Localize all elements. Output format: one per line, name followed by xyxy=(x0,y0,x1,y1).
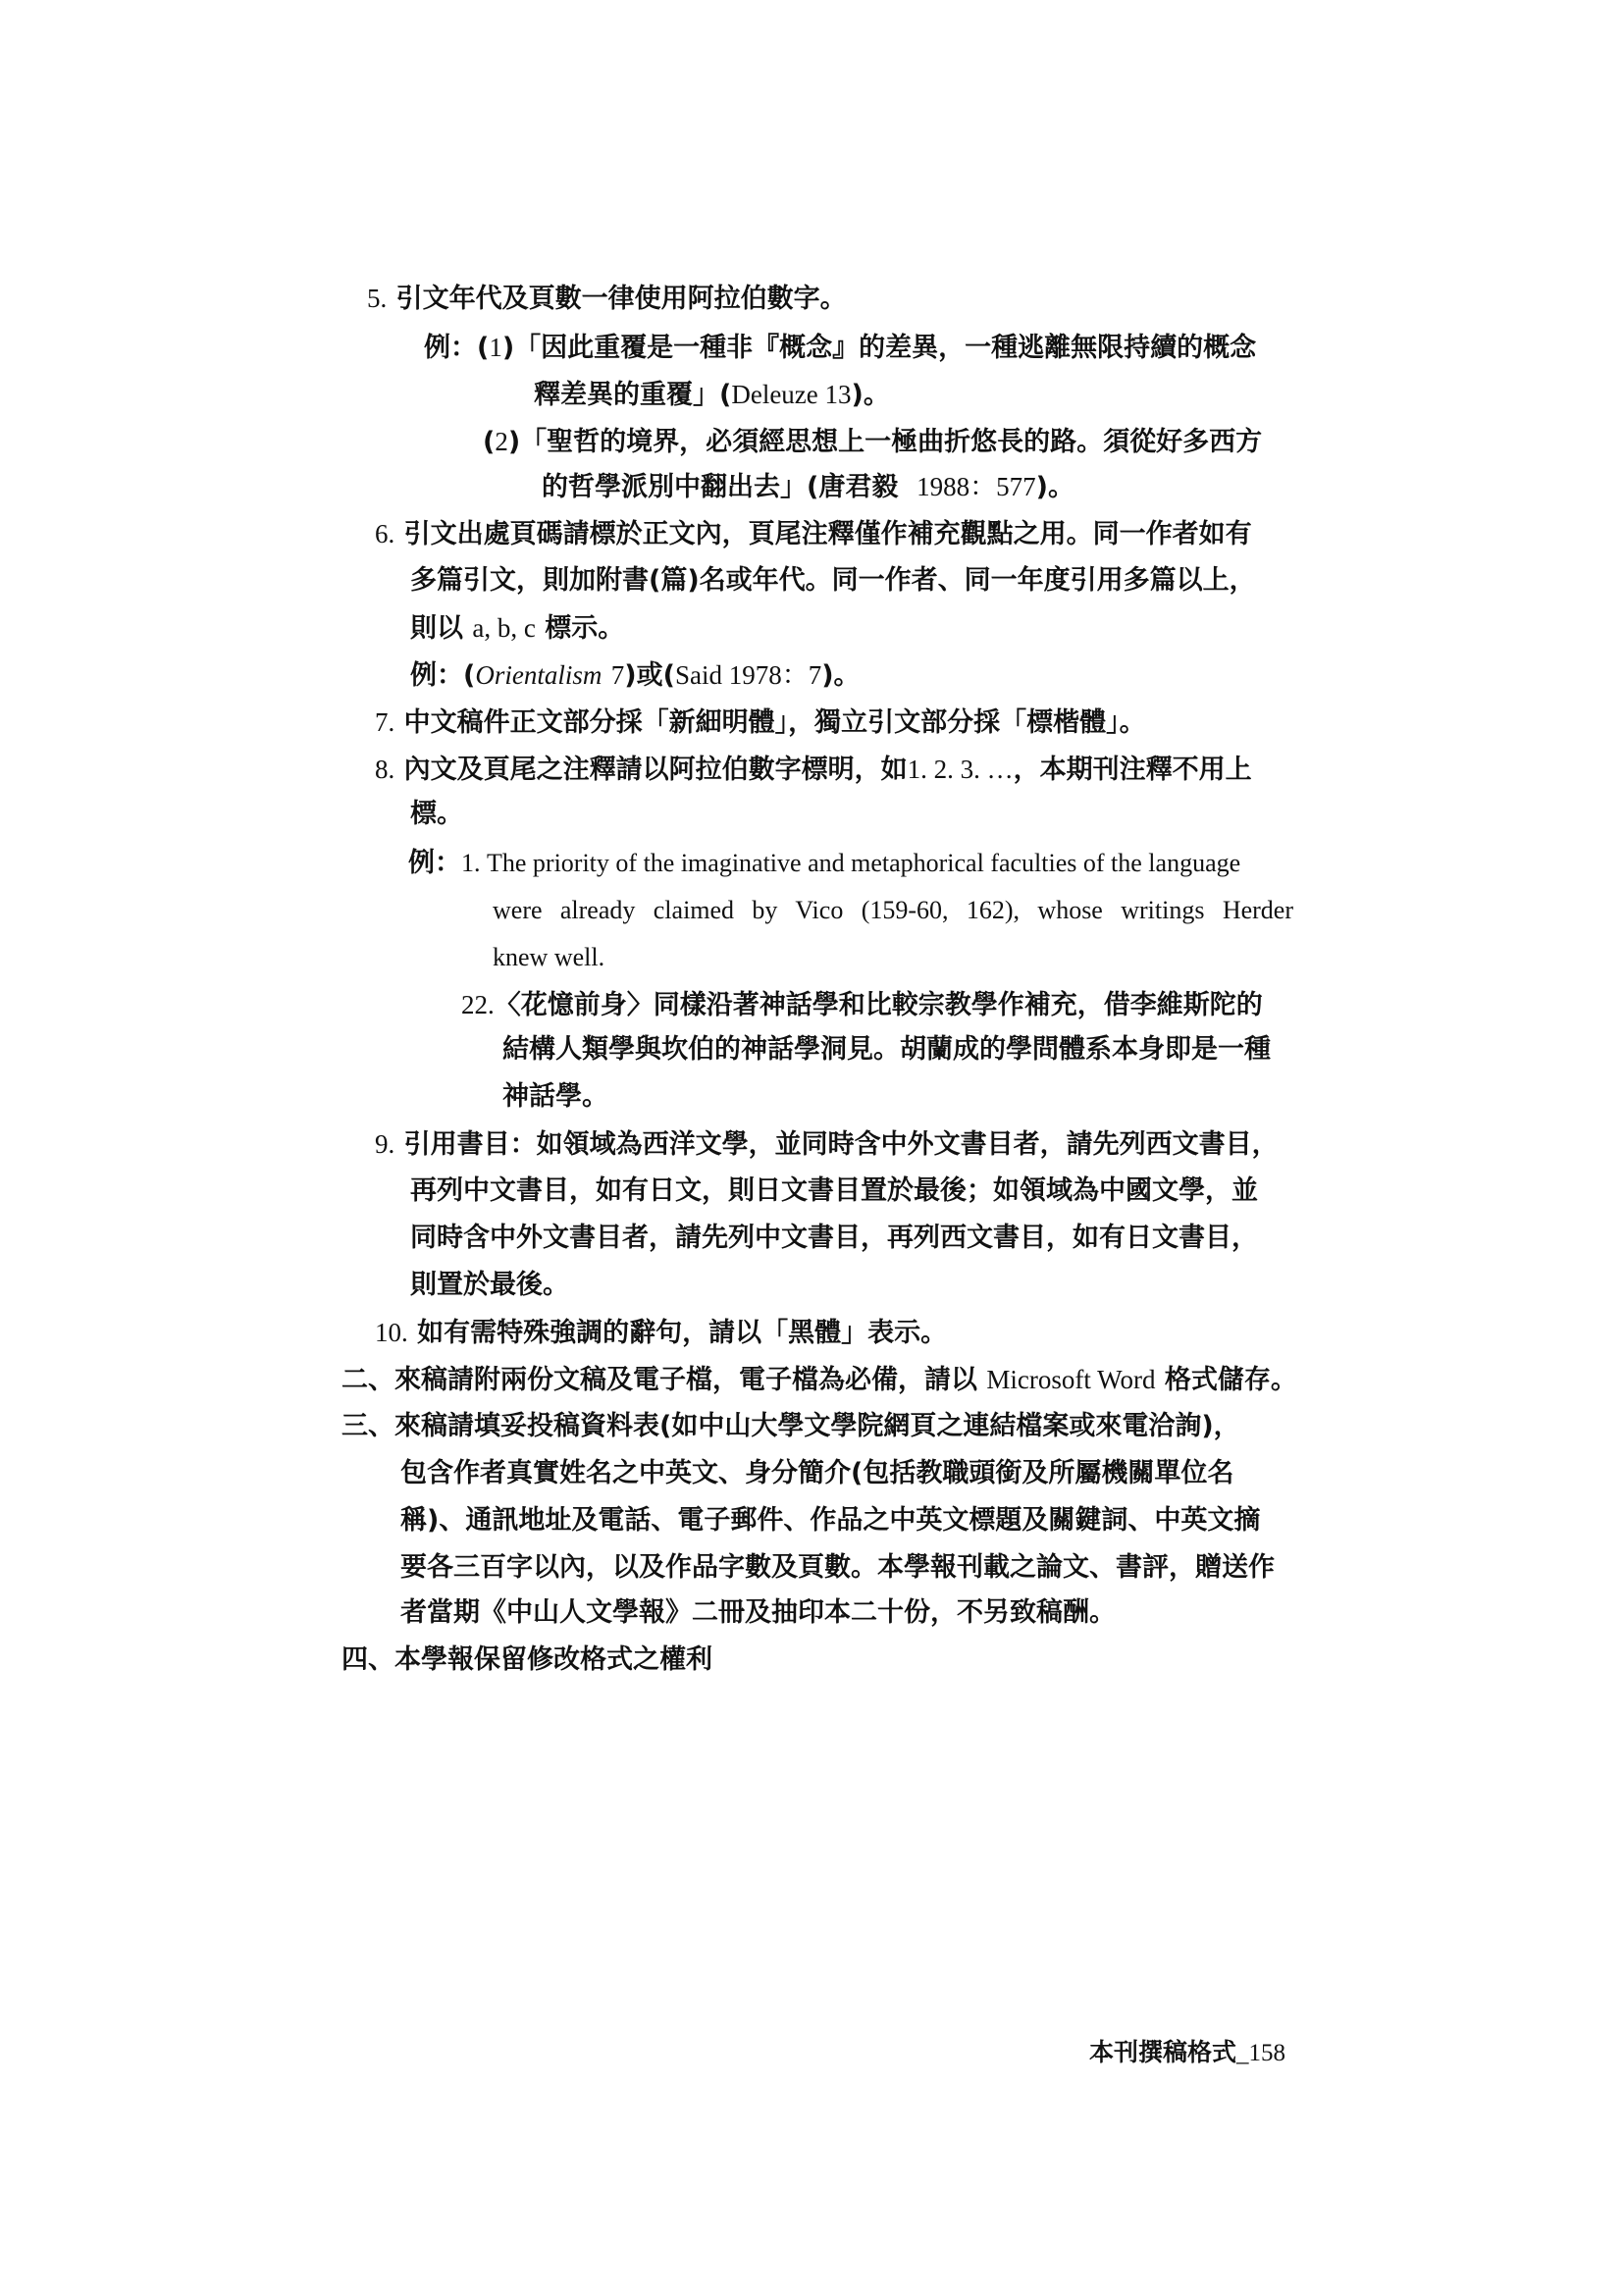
example-6: 例：(Orientalism 7)或(Said 1978：7)。 xyxy=(410,660,861,691)
section-3-line5: 者當期《中山人文學報》二冊及抽印本二十份，不另致稿酬。 xyxy=(400,1597,1116,1628)
example-5-2-line1: (2)「聖哲的境界，必須經思想上一極曲折悠長的路。須從好多西方 xyxy=(483,427,1263,457)
example-5-2-line2: 的哲學派別中翻出去」(唐君毅 1988：577)。 xyxy=(542,472,1074,502)
page-footer xyxy=(1089,2033,1285,2073)
item-5: 5. 引文年代及頁數一律使用阿拉伯數字。 xyxy=(367,284,847,314)
item-9-line4: 則置於最後。 xyxy=(410,1270,569,1300)
item-6-line1: 6. 引文出處頁碼請標於正文內，頁尾注釋僅作補充觀點之用。同一作者如有 xyxy=(375,519,1252,549)
example-5-1-line2: 釋差異的重覆」(Deleuze 13)。 xyxy=(534,380,890,410)
section-4: 四、本學報保留修改格式之權利 xyxy=(341,1644,712,1675)
example-8-1-line2: were already claimed by Vico (159-60, 162), whose writings Herder xyxy=(493,896,1293,924)
item-6-line2: 多篇引文，則加附書(篇)名或年代。同一作者、同一年度引用多篇以上， xyxy=(410,565,1256,596)
footer-title: 本刊撰稿格式 xyxy=(1089,2038,1237,2066)
example-8-22-line2: 結構人類學與坎伯的神話學洞見。胡蘭成的學問體系本身即是一種 xyxy=(502,1034,1271,1065)
item-9-line1: 9. 引用書目：如領域為西洋文學，並同時含中外文書目者，請先列西文書目， xyxy=(375,1129,1279,1160)
page-number: _158 xyxy=(1236,2040,1286,2066)
example-5-1-line1: 例：(1)「因此重覆是一種非『概念』的差異，一種逃離無限持續的概念 xyxy=(424,333,1257,363)
section-3-line3: 稱)、通訊地址及電話、電子郵件、作品之中英文標題及關鍵詞、中英文摘 xyxy=(400,1505,1261,1536)
item-8-line2: 標。 xyxy=(410,799,463,829)
example-8-22-line1: 22.〈花憶前身〉同樣沿著神話學和比較宗教學作補充，借李維斯陀的 xyxy=(461,990,1263,1020)
item-9-line2: 再列中文書目，如有日文，則日文書目置於最後；如領域為中國文學，並 xyxy=(410,1175,1258,1206)
section-3-line1: 三、來稿請填妥投稿資料表(如中山大學文學院網頁之連結檔案或來電洽詢)， xyxy=(341,1411,1240,1441)
example-8-22-line3: 神話學。 xyxy=(502,1081,608,1112)
item-7: 7. 中文稿件正文部分採「新細明體」，獨立引文部分採「標楷體」。 xyxy=(375,707,1146,738)
example-8-1-line1: 例：1. The priority of the imaginative and metaphorical faculties of the language xyxy=(408,848,1241,878)
item-9-line3: 同時含中外文書目者，請先列中文書目，再列西文書目，如有日文書目， xyxy=(410,1223,1258,1253)
example-8-1-line3: knew well. xyxy=(493,943,605,971)
section-2: 二、來稿請附兩份文稿及電子檔，電子檔為必備，請以 Microsoft Word 格式儲存。 xyxy=(341,1365,1297,1395)
item-8-line1: 8. 內文及頁尾之注釋請以阿拉伯數字標明，如1. 2. 3. …，本期刊注釋不用上 xyxy=(375,755,1252,785)
section-3-line2: 包含作者真實姓名之中英文、身分簡介(包括教職頭銜及所屬機關單位名 xyxy=(400,1458,1234,1488)
item-10: 10. 如有需特殊強調的辭句，請以「黑體」表示。 xyxy=(375,1318,948,1348)
section-3-line4: 要各三百字以內，以及作品字數及頁數。本學報刊載之論文、書評，贈送作 xyxy=(400,1552,1275,1583)
item-6-line3: 則以 a, b, c 標示。 xyxy=(410,613,625,644)
